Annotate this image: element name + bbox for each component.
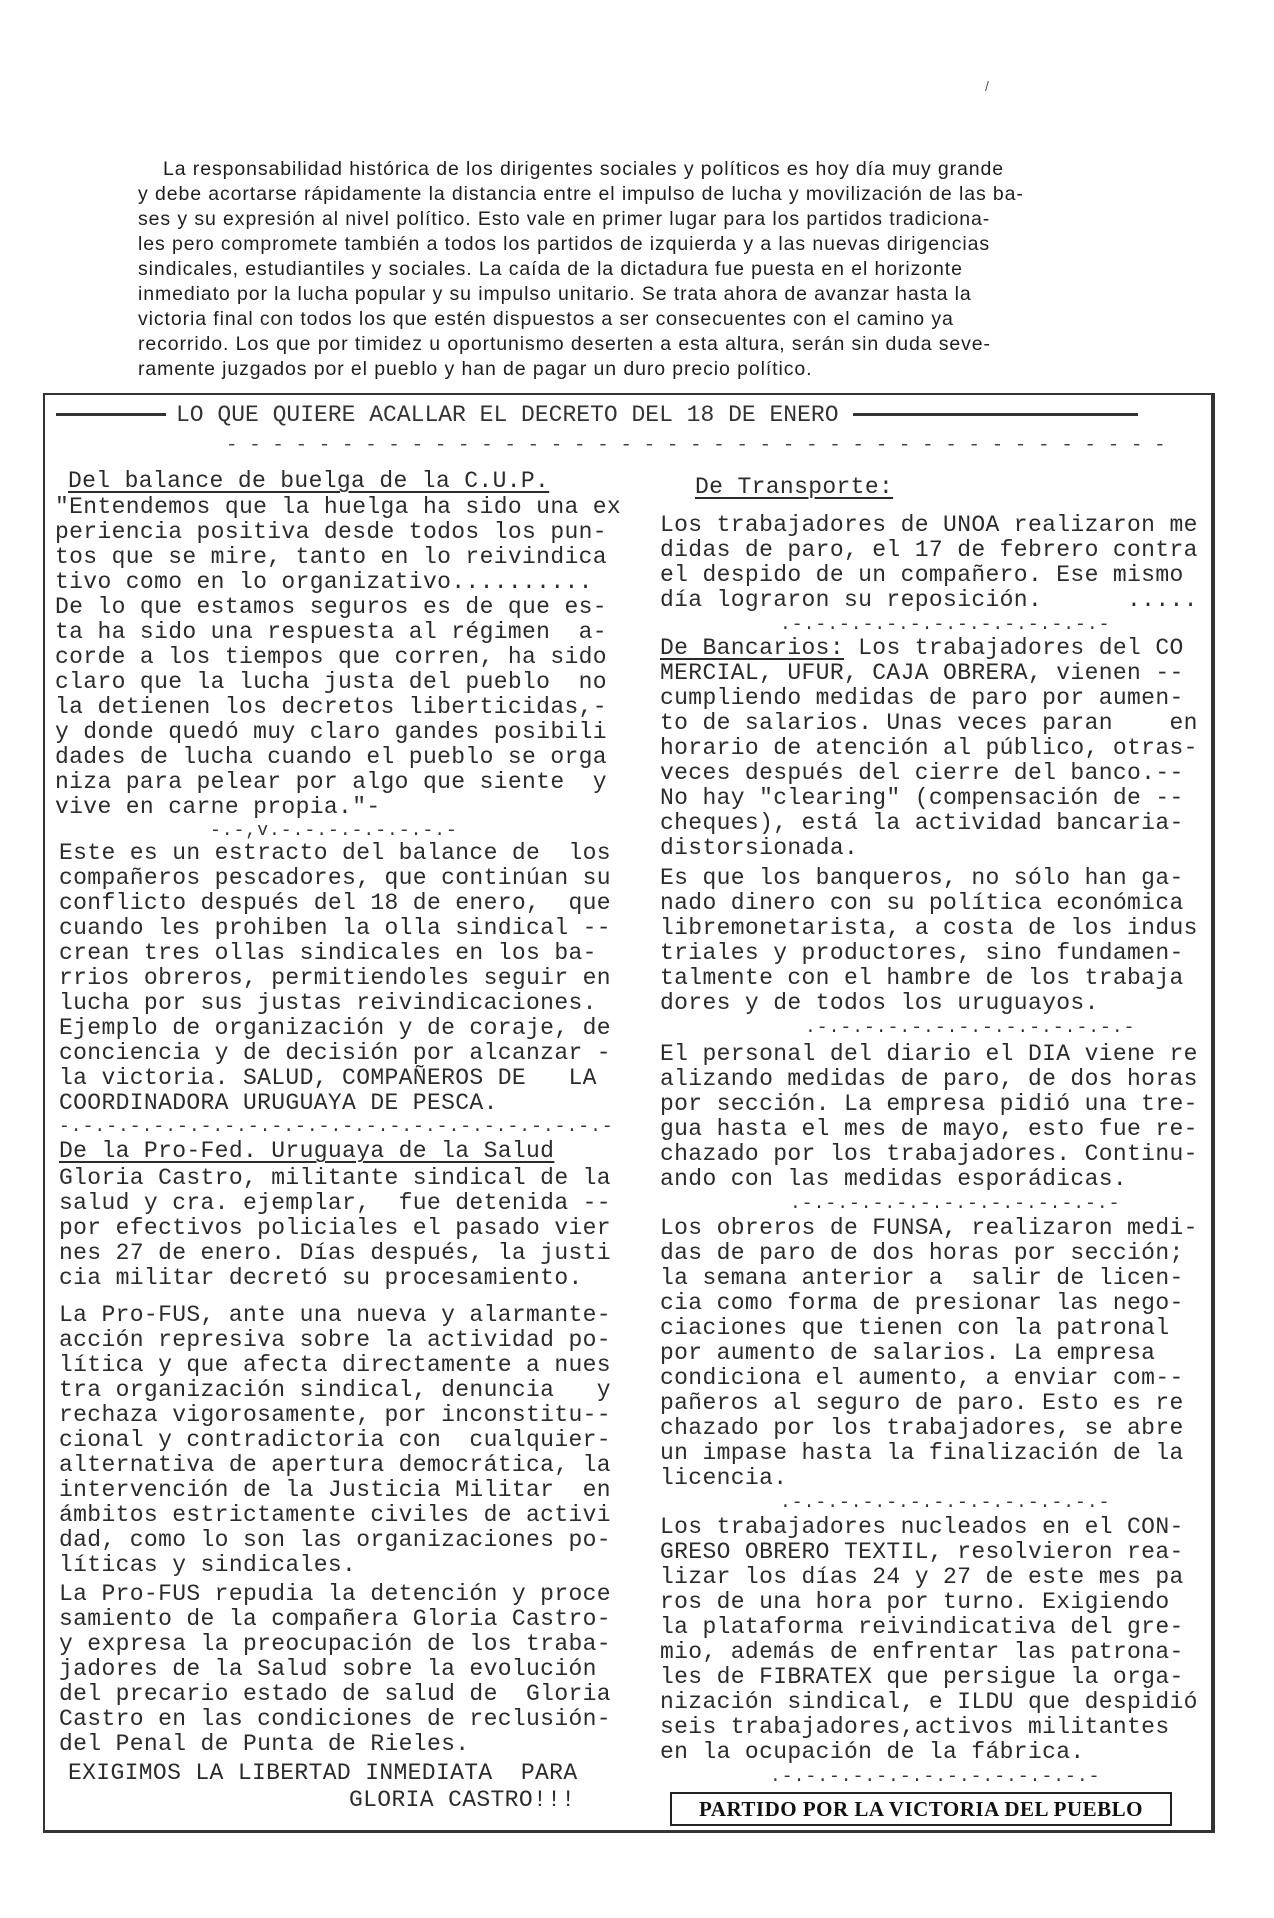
text-line: GRESO OBRERO TEXTIL, resolvieron rea- [660,1539,1184,1565]
text-line: les de FIBRATEX que persigue la orga- [660,1664,1184,1690]
heading-bank-workers: De Bancarios: [660,635,844,661]
text-line: vive en carne propia."- [55,794,381,820]
text-line: por sección. La empresa pidió una tre- [660,1091,1198,1117]
text-line: periencia positiva desde todos los pun- [55,519,607,545]
separator: -.-,v.-.-.-.-.-.-.-.- [210,821,458,841]
text-line: De lo que estamos seguros es de que es- [55,594,607,620]
text-line: la detienen los decretos liberticidas,- [55,694,607,720]
text-line: condiciona el aumento, a enviar com-- [660,1365,1184,1391]
paragraph-strike-balance [55,495,621,820]
text-line: libremonetarista, a costa de los indus [660,915,1198,941]
banner-title: LO QUE QUIERE ACALLAR EL DECRETO DEL 18 DE ENERO [176,402,839,428]
text-line: ramente juzgados por el pueblo y han de pagar un duro precio político. [138,358,813,380]
text-line: les pero compromete también a todos los partidos de izquierda y a las nuevas dirigencias [138,233,991,255]
text-line: El personal del diario el DIA viene re [660,1041,1198,1067]
text-line: Ejemplo de organización y de coraje, de [59,1015,611,1041]
text-line: lucha por sus justas reivindicaciones. [59,990,597,1016]
text-line: inmediato por la lucha popular y su impulso unitario. Se trata ahora de avanzar hasta la [138,283,972,305]
text-line: La Pro-FUS repudia la detención y proce [59,1581,611,1607]
text-line: triales y productores, sino fundamen- [660,940,1184,966]
text-line: ta ha sido una respuesta al régimen a- [55,619,607,645]
text-line: alternativa de apertura democrática, la [59,1452,611,1478]
text-line: cia como forma de presionar las nego- [660,1290,1184,1316]
paragraph-textile [660,1515,1198,1765]
heading-cup-strike: Del balance de buelga de la C.U.P. [68,468,550,494]
intro-paragraph [138,157,1024,382]
text-line: por aumento de salarios. La empresa [660,1340,1156,1366]
paragraph-funsa [660,1216,1198,1491]
text-line: y debe acortarse rápidamente la distancia entre el impulso de lucha y movilización de las ba- [138,183,1024,205]
text-line: intervención de la Justicia Militar en [59,1477,611,1503]
text-line: ros de una hora por turno. Exigiendo [660,1589,1170,1615]
text-line: ámbitos estrictamente civiles de activi [59,1502,611,1528]
text-line: el despido de un compañero. Ese mismo [660,562,1184,588]
text-line: conciencia y de decisión por alcanzar - [59,1040,611,1066]
text-line: día lograron su reposición. ..... [660,587,1198,613]
text-line: claro que la lucha justa del pueblo no [55,669,607,695]
text-line: cheques), está la actividad bancaria- [660,810,1184,836]
text-line: MERCIAL, UFUR, CAJA OBRERA, vienen -- [660,660,1184,686]
text-line: rrios obreros, permitiendoles seguir en [59,965,611,991]
text-line: didas de paro, el 17 de febrero contra [660,537,1198,563]
text-line: das de paro de dos horas por sección; [660,1240,1184,1266]
text-line: Es que los banqueros, no sólo han ga- [660,865,1184,891]
text-line: ciaciones que tienen con la patronal [660,1315,1170,1341]
party-signature-stamp: PARTIDO POR LA VICTORIA DEL PUEBLO [670,1792,1172,1826]
heading-transport: De Transporte: [695,474,894,500]
text-line: cuando les prohiben la olla sindical -- [59,915,611,941]
text-line: por efectivos policiales el pasado vier [59,1215,611,1241]
text-line: lizar los días 24 y 27 de este mes pa [660,1564,1184,1590]
text-line: Castro en las condiciones de reclusión- [59,1706,611,1732]
text-line: samiento de la compañera Gloria Castro- [59,1606,611,1632]
text-line: en la ocupación de la fábrica. [660,1739,1085,1765]
text-line: distorsionada. [660,835,859,861]
text-line: tivo como en lo organizativo.......... [55,569,593,595]
text-line: pañeros al seguro de paro. Esto es re [660,1390,1184,1416]
text-line: veces después del cierre del banco.-- [660,760,1184,786]
text-line: la semana anterior a salir de licen- [660,1265,1184,1291]
text-line: compañeros pescadores, que continúan su [59,865,611,891]
paragraph-fishermen [59,841,611,1116]
text-line: horario de atención al público, otras- [660,735,1198,761]
text-line: y expresa la preocupación de los traba- [59,1631,611,1657]
text-line: victoria final con todos los que estén dispuestos a ser consecuentes con el camino ya [138,308,954,330]
text-line: Los trabajadores de UNOA realizaron me [660,512,1198,538]
text-line: líticas y sindicales. [59,1552,357,1578]
separator: .-.-.-.-.-.-.-.-.-.-.-.-.-.- [780,615,1111,635]
text-line: rechaza vigorosamente, por inconstitu-- [59,1402,611,1428]
text-line: chazado por los trabajadores. Continu- [660,1141,1198,1167]
text-line: Los obreros de FUNSA, realizaron medi- [660,1215,1198,1241]
banner-rule-left [56,413,166,416]
text-line: dores y de todos los uruguayos. [660,990,1099,1016]
text-line: licencia. [660,1465,788,1491]
text-line: to de salarios. Unas veces paran en [660,710,1198,736]
text-line: Gloria Castro, militante sindical de la [59,1165,611,1191]
text-line: No hay "clearing" (compensación de -- [660,785,1184,811]
section-banner [56,402,1148,429]
paragraph-profus-repudiate [59,1582,611,1757]
heading-health-federation: De la Pro-Fed. Uruguaya de la Salud [59,1138,555,1164]
text-line: cia militar decretó su procesamiento. [59,1265,583,1291]
text-line: y donde quedó muy claro gandes posibili [55,719,607,745]
text-line: dad, como lo son las organizaciones po- [59,1527,611,1553]
separator: -.-.-.-.-.-.-.-.-.-.-.-.-.-.-.-.-.-.-.-.-.-.-.- [59,1117,614,1137]
paragraph-el-dia [660,1042,1198,1192]
paragraph-profus-denounce [59,1303,611,1578]
text-line: "Entendemos que la huelga ha sido una ex [55,494,622,520]
text-line: nado dinero con su política económica [660,890,1184,916]
text-line: Este es un estracto del balance de los [59,840,611,866]
text-line: la plataforma reivindicativa del gre- [660,1614,1184,1640]
paragraph-gloria-castro [59,1166,611,1291]
text-line: COORDINADORA URUGUAYA DE PESCA. [59,1090,498,1116]
text-line: conflicto después del 18 de enero, que [59,890,611,916]
text-line: crean tres ollas sindicales en los ba- [59,940,597,966]
text-line: La Pro-FUS, ante una nueva y alarmante- [59,1302,611,1328]
banner-dashed-rule: - - - - - - - - - - - - - - - - - - - - - - - - - - - - - - - - - - - - - - - - - [226,434,1166,456]
separator: .-.-.-.-.-.-.-.-.-.-.-.-.-.- [770,1767,1101,1787]
text-line: tos que se mire, tanto en lo reivindica [55,544,607,570]
text-line: gua hasta el mes de mayo, esto fue re- [660,1116,1198,1142]
separator: .-.-.-.-.-.-.-.-.-.-.-.-.-.- [780,1493,1111,1513]
text-line: Los trabajadores del CO [843,635,1184,661]
text-line: acción represiva sobre la actividad po- [59,1327,611,1353]
text-line: Los trabajadores nucleados en el CON- [660,1514,1184,1540]
text-line: cumpliendo medidas de paro por aumen- [660,685,1184,711]
text-line: del Penal de Punta de Rieles. [59,1731,470,1757]
stray-mark: / [985,78,989,94]
text-line: mio, además de enfrentar las patrona- [660,1639,1184,1665]
text-line: del precario estado de salud de Gloria [59,1681,611,1707]
text-line: ses y su expresión al nivel político. Esto vale en primer lugar para los partidos tradiciona- [138,208,991,230]
text-line: la victoria. SALUD, COMPAÑEROS DE LA [59,1065,597,1091]
text-line: talmente con el hambre de los trabaja [660,965,1184,991]
text-line: niza para pelear por algo que siente y [55,769,607,795]
paragraph-bank-workers [660,636,1198,861]
paragraph-bank-workers-body [660,661,1198,861]
text-line: ando con las medidas esporádicas. [660,1166,1128,1192]
text-line: recorrido. Los que por timidez u oportunismo deserten a esta altura, serán sin duda seve- [138,333,991,355]
text-line: tra organización sindical, denuncia y [59,1377,611,1403]
text-line: dades de lucha cuando el pueblo se orga [55,744,607,770]
separator: .-.-.-.-.-.-.-.-.-.-.-.-.-.- [805,1018,1136,1038]
text-line: nización sindical, e ILDU que despidió [660,1689,1198,1715]
text-line: La responsabilidad histórica de los dirigentes sociales y políticos es hoy día muy grande [163,158,1005,180]
text-line: nes 27 de enero. Días después, la justi [59,1240,611,1266]
text-line: chazado por los trabajadores, se abre [660,1415,1184,1441]
text-line: jadores de la Salud sobre la evolución [59,1656,597,1682]
banner-rule-right [853,413,1138,416]
paragraph-bankers [660,866,1198,1016]
text-line: sindicales, estudiantiles y sociales. La caída de la dictadura fue puesta en el horizonte [138,258,963,280]
text-line: lítica y que afecta directamente a nues [59,1352,611,1378]
demand-line: EXIGIMOS LA LIBERTAD INMEDIATA PARA [68,1760,578,1786]
text-line: salud y cra. ejemplar, fue detenida -- [59,1190,611,1216]
text-line: seis trabajadores,activos militantes [660,1714,1170,1740]
separator: .-.-.-.-.-.-.-.-.-.-.-.-.-.- [790,1194,1121,1214]
paragraph-transport [660,513,1198,613]
text-line: alizando medidas de paro, de dos horas [660,1066,1198,1092]
text-line: corde a los tiempos que corren, ha sido [55,644,607,670]
text-line: cional y contradictoria con cualquier- [59,1427,611,1453]
text-line: un impase hasta la finalización de la [660,1440,1184,1466]
demand-name: GLORIA CASTRO!!! [349,1787,576,1813]
